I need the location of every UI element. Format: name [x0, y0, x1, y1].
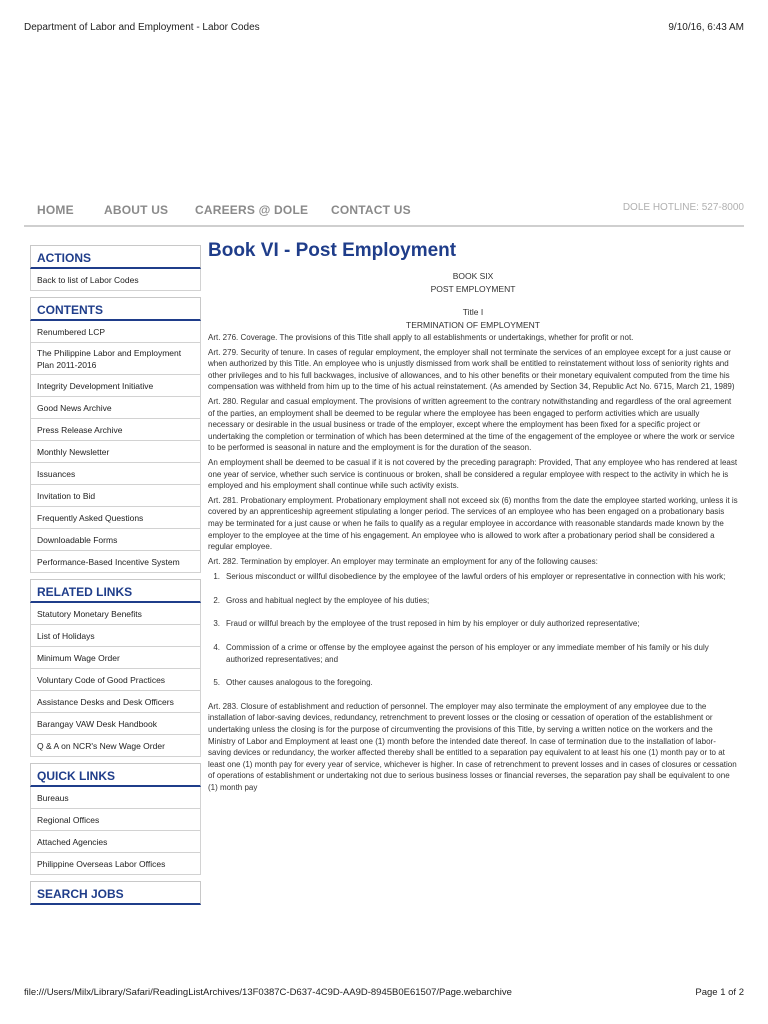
list-item: 4. Commission of a crime or offense by the employee against the person of his employer or any immediate member of his family or his duly authorized representatives; and [213, 643, 709, 664]
dole-hotline: DOLE HOTLINE: 527-8000 [622, 202, 744, 213]
sidebar-item-labor-plan[interactable]: The Philippine Labor and Employment Plan 2011-2016 [30, 343, 201, 375]
sidebar-item-vaw-handbook[interactable]: Barangay VAW Desk Handbook [30, 713, 201, 735]
main-navbar [24, 195, 744, 227]
article-281: Art. 281. Probationary employment. Probationary employment shall not exceed six (6) months from the date the employee started working, unless it is covered by an apprenticeship agreement stipulating a longer period. The services of an employee who has been engaged on a probationary basis may be terminated for a just cause or when he fails to qualify as a regular employee in accordance with reasonable standards made known by the employer to the employee at the time of his engagement. An employee who is allowed to work after a probationary period shall be considered a regular employee. [208, 495, 738, 552]
sidebar-item-code-good-practices[interactable]: Voluntary Code of Good Practices [30, 669, 201, 691]
article-282: Art. 282. Termination by employer. An employer may terminate an employment for any of the following causes: [208, 556, 598, 566]
title-label: Title I [462, 307, 484, 317]
sidebar-item-forms[interactable]: Downloadable Forms [30, 529, 201, 551]
list-item: 3. Fraud or willful breach by the employee of the trust reposed in him by his employer or duly authorized representative; [213, 619, 640, 629]
sidebar-item-good-news[interactable]: Good News Archive [30, 397, 201, 419]
article-280: Art. 280. Regular and casual employment. The provisions of written agreement to the contrary notwithstanding and regardless of the oral agreement of the parties, an employment shall be deemed to be regular where the employee has been engaged to perform activities which are usually necessary or desirable in the usual business or trade of the employer, except where the employment has been fixed for a specific project or undertaking the completion or termination of which has been determined at the time of the engagement of the employee or where the work or service to be performed is seasonal in nature and the employment is for the duration of the season. [208, 396, 735, 453]
print-footer [24, 987, 744, 1001]
sidebar [30, 245, 201, 905]
article-276: Art. 276. Coverage. The provisions of this Title shall apply to all establishments or undertakings, whether for profit or not. [208, 333, 634, 342]
sidebar-item-faq[interactable]: Frequently Asked Questions [30, 507, 201, 529]
quick-links-header: QUICK LINKS [30, 763, 201, 787]
list-item: 2. Gross and habitual neglect by the employee of his duties; [213, 595, 430, 605]
print-header [24, 22, 744, 36]
article-279: Art. 279. Security of tenure. In cases of regular employment, the employer shall not terminate the services of an employee except for a just cause or when authorized by this Title. An employee who is unjustly dismissed from work shall be entitled to reinstatement without loss of seniority rights and other privileges and to his full backwages, inclusive of allowances, and to his other benefits or their monetary equivalent computed from the time his compensation was withheld from him up to the time of his actual reinstatement. (As amended by Section 34, Republic Act No. 6715, March 21, 1989) [208, 347, 735, 392]
sidebar-item-minimum-wage[interactable]: Minimum Wage Order [30, 647, 201, 669]
sidebar-item-attached-agencies[interactable]: Attached Agencies [30, 831, 201, 853]
sidebar-item-assistance-desks[interactable]: Assistance Desks and Desk Officers [30, 691, 201, 713]
page-number: Page 1 of 2 [695, 987, 744, 998]
nav-home[interactable]: HOME [37, 203, 74, 217]
title-subtitle: TERMINATION OF EMPLOYMENT [406, 320, 540, 330]
sidebar-item-integrity[interactable]: Integrity Development Initiative [30, 375, 201, 397]
search-jobs-header[interactable]: SEARCH JOBS [30, 881, 201, 905]
contents-header: CONTENTS [30, 297, 201, 321]
print-header-datetime: 9/10/16, 6:43 AM [668, 22, 744, 33]
page-title: Book VI - Post Employment [208, 240, 457, 261]
sidebar-item-pbis[interactable]: Performance-Based Incentive System [30, 551, 201, 573]
list-item: 1. Serious misconduct or willful disobedience by the employee of the lawful orders of his employer or representative in connection with his work; [213, 572, 726, 582]
actions-header: ACTIONS [30, 245, 201, 269]
sidebar-item-bureaus[interactable]: Bureaus [30, 787, 201, 809]
main-content [208, 240, 738, 794]
casual-employment-paragraph: An employment shall be deemed to be casual if it is not covered by the preceding paragraph: Provided, That any employee who has rendered at least one year of service, whether such service is continuous or broken, shall be considered a regular employee with respect to the activity in which he is employed and his employment shall continue while such activity exists. [208, 457, 738, 491]
sidebar-item-monetary-benefits[interactable]: Statutory Monetary Benefits [30, 603, 201, 625]
sidebar-item-holidays[interactable]: List of Holidays [30, 625, 201, 647]
print-header-title: Department of Labor and Employment - Labor Codes [24, 22, 260, 33]
related-links-header: RELATED LINKS [30, 579, 201, 603]
sidebar-item-back-to-list[interactable]: Back to list of Labor Codes [30, 269, 201, 291]
article-283: Art. 283. Closure of establishment and reduction of personnel. The employer may also terminate the employment of any employee due to the installation of labor-saving devices, redundancy, retrenchment to prevent losses or the closing or cessation of operation of the establishment or undertaking unless the closing is for the purpose of circumventing the provisions of this Title, by serving a written notice on the workers and the Ministry of Labor and Employment at least one (1) month before the intended date thereof. In case of termination due to the installation of labor-saving devices or redundancy, the worker affected thereby shall be entitled to a separation pay equivalent to at least his one (1) month pay or to at least one (1) month pay for every year of service, whichever is higher. In case of retrenchment to prevent losses and in cases of closures or cessation of operations of establishment or undertaking not due to serious business losses or financial reverses, the separation pay shall be equivalent to one (1) month pay [208, 701, 737, 792]
nav-contact-us[interactable]: CONTACT US [331, 203, 411, 217]
sidebar-item-issuances[interactable]: Issuances [30, 463, 201, 485]
sidebar-item-invitation-to-bid[interactable]: Invitation to Bid [30, 485, 201, 507]
sidebar-item-renumbered-lcp[interactable]: Renumbered LCP [30, 321, 201, 343]
sidebar-item-newsletter[interactable]: Monthly Newsletter [30, 441, 201, 463]
list-item: 5. Other causes analogous to the foregoing. [213, 678, 373, 688]
file-path: file:///Users/Milx/Library/Safari/ReadingListArchives/13F0387C-D637-4C9D-AA9D-8945B0E61507/Page.webarchive [24, 987, 512, 998]
sidebar-item-press-release[interactable]: Press Release Archive [30, 419, 201, 441]
sidebar-item-regional-offices[interactable]: Regional Offices [30, 809, 201, 831]
nav-about-us[interactable]: ABOUT US [104, 203, 169, 217]
book-label: BOOK SIX [452, 271, 494, 281]
nav-careers[interactable]: CAREERS @ DOLE [195, 203, 309, 217]
sidebar-item-polo[interactable]: Philippine Overseas Labor Offices [30, 853, 201, 875]
sidebar-item-wage-order-qa[interactable]: Q & A on NCR's New Wage Order [30, 735, 201, 757]
book-subtitle: POST EMPLOYMENT [430, 284, 516, 294]
